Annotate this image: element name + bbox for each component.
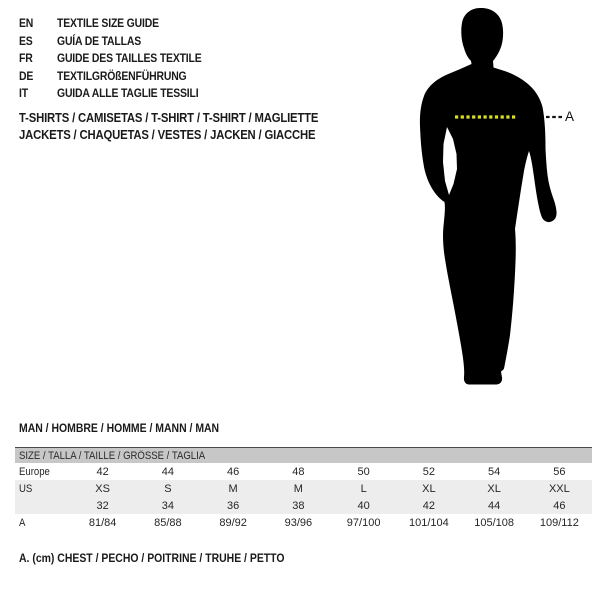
language-row	[19, 68, 223, 86]
size-cell: S	[164, 482, 172, 495]
language-row	[19, 85, 223, 103]
language-label: TEXTILGRÖßENFÜHRUNG	[57, 68, 187, 83]
size-cell: 105/108	[474, 516, 514, 529]
size-cell: 54	[488, 465, 501, 478]
language-code: EN	[19, 16, 34, 30]
category-lines	[19, 110, 363, 143]
size-cell: M	[293, 482, 303, 495]
size-cell: 40	[357, 499, 370, 512]
language-label: GUIDA ALLE TAGLIE TESSILI	[57, 86, 199, 100]
language-code: DE	[19, 68, 34, 83]
size-cell: M	[228, 482, 238, 495]
size-cell: 81/84	[88, 516, 117, 529]
size-cell: 93/96	[284, 516, 313, 529]
size-cell: 101/104	[408, 516, 449, 529]
size-cell: 46	[227, 465, 240, 478]
size-cell: XL	[422, 482, 436, 495]
size-cell: L	[360, 482, 367, 495]
language-title-block	[19, 15, 223, 103]
size-cell: XXL	[548, 482, 570, 495]
size-cell: 56	[553, 465, 566, 478]
size-cell: 52	[422, 465, 435, 478]
section-title-man: MAN / HOMBRE / HOMME / MANN / MAN	[19, 421, 220, 435]
language-label: GUÍA DE TALLAS	[57, 33, 141, 48]
size-cell: 46	[553, 499, 566, 512]
size-cell: 36	[227, 499, 240, 512]
size-cell: 109/112	[539, 516, 579, 529]
table-row-a-chest	[15, 514, 592, 531]
row-label: A	[19, 516, 26, 529]
language-label: GUIDE DES TAILLES TEXTILE	[57, 51, 202, 65]
size-cell: XS	[95, 482, 110, 495]
language-code: ES	[19, 33, 33, 48]
size-cell: 34	[161, 499, 174, 512]
measure-label-a: A	[565, 109, 575, 124]
language-row	[19, 33, 223, 51]
language-row	[19, 15, 223, 33]
size-cell: 44	[161, 465, 174, 478]
row-label	[15, 497, 70, 514]
size-cell: 50	[357, 465, 370, 478]
size-cell: XL	[487, 482, 501, 495]
language-code: FR	[19, 51, 33, 65]
size-cell: 44	[488, 499, 501, 512]
size-table-header-row	[15, 448, 592, 464]
language-row	[19, 50, 223, 68]
language-code: IT	[19, 86, 28, 100]
category-line-tshirts: T-SHIRTS / CAMISETAS / T-SHIRT / T-SHIRT / MAGLIETTE	[19, 110, 319, 125]
size-cell: 85/88	[154, 516, 182, 529]
size-cell: 89/92	[219, 516, 247, 529]
language-label: TEXTILE SIZE GUIDE	[57, 16, 159, 30]
row-label: US	[19, 482, 33, 495]
table-row-us	[15, 480, 592, 497]
footnote-measure-legend: A. (cm) CHEST / PECHO / POITRINE / TRUHE / PETTO	[19, 551, 285, 565]
size-cell: 38	[292, 499, 305, 512]
category-line-jackets: JACKETS / CHAQUETAS / VESTES / JACKEN / GIACCHE	[19, 126, 316, 142]
row-label: Europe	[19, 465, 50, 478]
size-cell: 48	[292, 465, 305, 478]
man-silhouette-body	[420, 8, 557, 385]
size-cell: 42	[96, 465, 109, 478]
man-silhouette	[405, 0, 600, 400]
size-table	[15, 447, 592, 531]
size-cell: 97/100	[346, 516, 381, 529]
table-row-europe	[15, 463, 592, 480]
man-silhouette-figure	[405, 0, 600, 400]
size-cell: 42	[422, 499, 435, 512]
table-row-numeric	[15, 497, 592, 514]
size-table-header: SIZE / TALLA / TAILLE / GRÖSSE / TAGLIA	[15, 448, 592, 464]
size-cell: 32	[96, 499, 109, 512]
